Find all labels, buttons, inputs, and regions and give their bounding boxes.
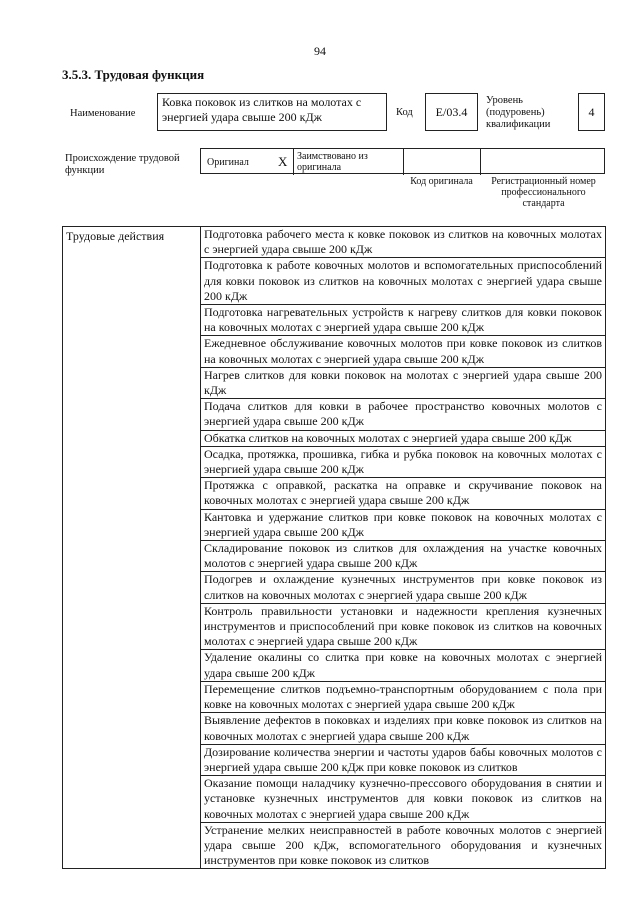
labor-action-item: Подготовка нагревательных устройств к нагреву слитков для ковки поковок на ковочных молотах с энергией удара свыше 200 кДж [201, 305, 606, 336]
labor-action-item: Подогрев и охлаждение кузнечных инструментов при ковке поковок из слитков на ковочных молотах с энергией удара свыше 200 кДж [201, 572, 606, 603]
labor-action-item: Перемещение слитков подъемно-транспортным оборудованием с пола при ковке на ковочных молотах с энергией удара свыше 200 кДж [201, 681, 606, 712]
labor-action-item: Осадка, протяжка, прошивка, гибка и рубка поковок на ковочных молотах с энергией удара свыше 200 кДж [201, 446, 606, 477]
origin-row [200, 148, 605, 174]
page-number: 94 [314, 44, 326, 58]
labor-action-item: Складирование поковок из слитков для охлаждения на участке ковочных молотов с энергией удара свыше 200 кДж [201, 541, 606, 572]
original-cell [201, 149, 294, 175]
qualification-level-box: 4 [578, 93, 605, 131]
labor-actions-header: Трудовые действия [63, 227, 201, 869]
name-label: Наименование [70, 108, 136, 119]
labor-action-item: Устранение мелких неисправностей в работе ковочных молотов с энергией удара свыше 200 кДж, вспомогательного оборудования и кузнечных инструментов при ковке поковок из слитков [201, 822, 606, 869]
section-title: 3.5.3. Трудовая функция [62, 67, 205, 82]
code-label: Код [396, 107, 413, 118]
labor-action-item: Обкатка слитков на ковочных молотах с энергией удара свыше 200 кДж [201, 430, 606, 446]
origin-code-caption: Код оригинала [410, 176, 473, 187]
original-label: Оригинал [207, 157, 249, 168]
origin-label: Происхождение трудовой функции [65, 153, 180, 176]
origin-code-cell [404, 149, 481, 175]
function-code-box: Е/03.4 [425, 93, 478, 131]
function-name-box: Ковка поковок из слитков на молотах с энергией удара свыше 200 кДж [157, 93, 387, 131]
labor-action-item: Оказание помощи наладчику кузнечно-прессового оборудования в снятии и установке кузнечных инструментов для ковки поковок из слитков на ковочных молотах с энергией удара свыше 200 кДж [201, 776, 606, 823]
borrowed-label: Заимствовано из оригинала [297, 151, 368, 173]
reg-number-cell [481, 149, 604, 175]
reg-number-caption: Регистрационный номер профессионального стандарта [491, 176, 596, 209]
table-row [63, 227, 606, 258]
labor-action-item: Протяжка с оправкой, раскатка на оправке и скручивание поковок на ковочных молотах с энергией удара свыше 200 кДж [201, 478, 606, 509]
borrowed-cell [294, 149, 404, 175]
labor-action-item: Кантовка и удержание слитков при ковке поковок на ковочных молотах с энергией удара свыше 200 кДж [201, 509, 606, 540]
labor-action-item: Подача слитков для ковки в рабочее пространство ковочных молотов с энергией удара свыше 200 кДж [201, 399, 606, 430]
level-label: Уровень (подуровень) квалификации [486, 95, 551, 130]
labor-action-item: Выявление дефектов в поковках и изделиях при ковке поковок из слитков на ковочных молотах с энергией удара свыше 200 кДж [201, 713, 606, 744]
labor-action-item: Подготовка к работе ковочных молотов и вспомогательных приспособлений для ковки поковок из слитков на ковочных молотах с энергией удара свыше 200 кДж [201, 258, 606, 305]
labor-action-item: Нагрев слитков для ковки поковок на молотах с энергией удара свыше 200 кДж [201, 367, 606, 398]
labor-action-item: Дозирование количества энергии и частоты ударов бабы ковочных молотов с энергией удара свыше 200 кДж при ковке поковок из слитков [201, 744, 606, 775]
original-mark: X [278, 154, 288, 169]
labor-action-item: Удаление окалины со слитка при ковке на ковочных молотах с энергией удара свыше 200 кДж [201, 650, 606, 681]
labor-action-item: Подготовка рабочего места к ковке поковок из слитков на ковочных молотах с энергией удара свыше 200 кДж [201, 227, 606, 258]
labor-action-item: Контроль правильности установки и надежности крепления кузнечных инструментов и приспособлений при ковке поковок из слитков на ковочных молотах с энергией удара свыше 200 кДж [201, 603, 606, 650]
labor-actions-table [62, 226, 606, 869]
labor-action-item: Ежедневное обслуживание ковочных молотов при ковке поковок из слитков на ковочных молотах с энергией удара свыше 200 кДж [201, 336, 606, 367]
